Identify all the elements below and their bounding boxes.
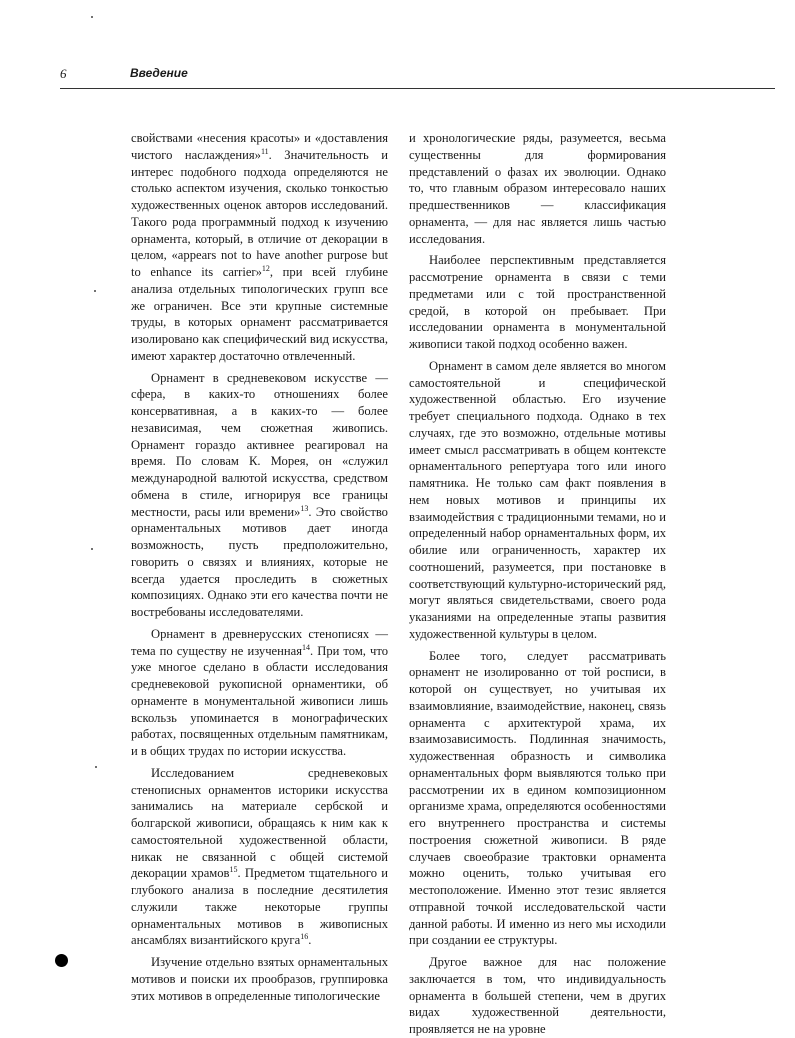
text-run: Другое важное для нас положение заключается в том, что индивидуальность орнамента в большей степени, чем в других видах художественной деятельности, проявляется не на уровне — [409, 955, 666, 1036]
left-text-column — [131, 130, 388, 1004]
scan-speck — [91, 548, 93, 550]
footnote-ref[interactable]: 14 — [302, 642, 310, 652]
text-run: Изучение отдельно взятых орнаментальных мотивов и поиски их прообразов, группировка этих мотивов в определенные типологические — [131, 955, 388, 1003]
text-run: и хронологические ряды, разумеется, весьма существенны для формирования представлений о фазах их эволюции. Однако то, что главным образом интересовало наших предшественников — классификация орнамента, — для нас является лишь частью исследования. — [409, 131, 666, 246]
section-title: Введение — [130, 66, 188, 80]
text-run: Орнамент в древнерусских стенописях — тема по существу не изученная — [131, 626, 388, 658]
paragraph — [409, 648, 666, 950]
paragraph — [131, 954, 388, 1004]
paragraph — [409, 954, 666, 1038]
text-run: . — [308, 933, 312, 948]
paragraph — [131, 370, 388, 621]
text-run: Орнамент в самом деле является во многом самостоятельной и специфической художественной областью. Его изучение требует специального подхода. Однако в тех случаях, где это возможно, отдельные мотивы имеет смысл рассматривать в общем контексте орнаментального репертуара того или иного памятника. Не только сам факт появления в нем новых мотивов и принципы их взаимодействия с традиционными темами, но и определенный набор орнаментальных форм, их обилие или ограниченность, характер их соотношений, разумеется, при постановке в соответствующий культурно-исторический ряд, могут являться свидетельствами, своего рода указаниями на определенные этапы развития художественной культуры в целом. — [409, 358, 666, 641]
running-header — [60, 62, 775, 89]
text-run: , при всей глубине анализа отдельных типологических групп все же ограничен. Все эти крупные системные труды, в которых орнамент рассматривается изолировано как специфический вид искусства, имеют характер достаточно отвлеченный. — [131, 265, 388, 363]
text-run: Более того, следует рассматривать орнамент не изолированно от той росписи, в которой он существует, но учитывая их взаимовлияние, взаимодействие, наконец, связь орнамента с архитектурой храма, их взаимозависимость. Подлинная значимость, художественная образность и символика орнаментальных форм выявляются только при рассмотрении их в едином композиционном организме храма, определяются особенностями его внутреннего пространства и системы построения сюжетной живописи. В ряде случаев своеобразие трактовки орнамента можно оценить, только учитывая его местоположение. Именно этот тезис является отправной точкой исследовательской части данной работы. И именно из него мы исходили при создании ее структуры. — [409, 648, 666, 948]
footnote-ref[interactable]: 16 — [300, 932, 309, 942]
paragraph — [131, 765, 388, 949]
right-text-column — [409, 130, 666, 1038]
text-run: . Предметом тщательного и глубокого анализа в последние десятилетия служили также некоторые группы орнаментальных мотивов в живописных ансамблях византийского круга — [131, 866, 388, 948]
scan-speck — [95, 766, 97, 768]
text-run: Исследованием средневековых стенописных орнаментов историки искусства занимались на материале сербской и болгарской живописи, обращаясь к ним как к самостоятельной художественной области, никак не связанной с общей системой декорации храмов — [131, 765, 388, 881]
footnote-ref[interactable]: 13 — [300, 503, 309, 513]
paragraph — [131, 626, 388, 760]
text-run: свойствами «несения красоты» и «доставления чистого наслаждения» — [131, 131, 388, 162]
paragraph — [409, 252, 666, 353]
paragraph — [409, 358, 666, 643]
paragraph — [409, 130, 666, 247]
text-run: . При том, что уже многое сделано в области исследования средневековой рукописной орнаментики, об орнаменте в монументальной живописи лишь вскользь упоминается в монографических работах, посвященных отдельным памятникам, и в общих трудах по истории искусства. — [131, 643, 388, 758]
footnote-ref[interactable]: 15 — [229, 865, 238, 875]
scan-speck — [91, 16, 93, 18]
text-run: Наиболее перспективным представляется рассмотрение орнамента в связи с теми предметами или с той пространственной средой, в которой он пребывает. При исследовании орнамента в монументальной живописи такой подход особенно важен. — [409, 253, 666, 351]
page-number: 6 — [60, 66, 67, 81]
text-run: Орнамент в средневековом искусстве — сфера, в каких-то отношениях более консервативная, а в каких-то — более независимая, чем сюжетная живопись. Орнамент гораздо активнее реагировал на время. По словам К. Морея, он «служил международной валютой искусства, средством обмена в стиле, игнорируя все границы местности, расы или времени» — [131, 370, 388, 519]
text-run: . Это свойство орнаментальных мотивов дает иногда возможность, пусть предположительно, говорить о связях и влияниях, которые не всегда удается проследить в сюжетных композициях. Однако эти его качества почти не востребованы исследователями. — [131, 504, 388, 619]
footnote-ref[interactable]: 12 — [261, 263, 270, 273]
text-run: . Значительность и интерес подобного подхода определяются не столько аспектом изучения, сколько тонкостью художественных оценок авторов исследований. Такого рода программный подход к изучению орнамента, который, в отличие от декорации в целом, «appears not to have another purpose but to enhance its carrier» — [131, 147, 388, 279]
paragraph — [131, 130, 388, 365]
ink-blot — [55, 954, 68, 967]
footnote-ref[interactable]: 11 — [260, 146, 269, 156]
scan-speck — [94, 290, 96, 292]
